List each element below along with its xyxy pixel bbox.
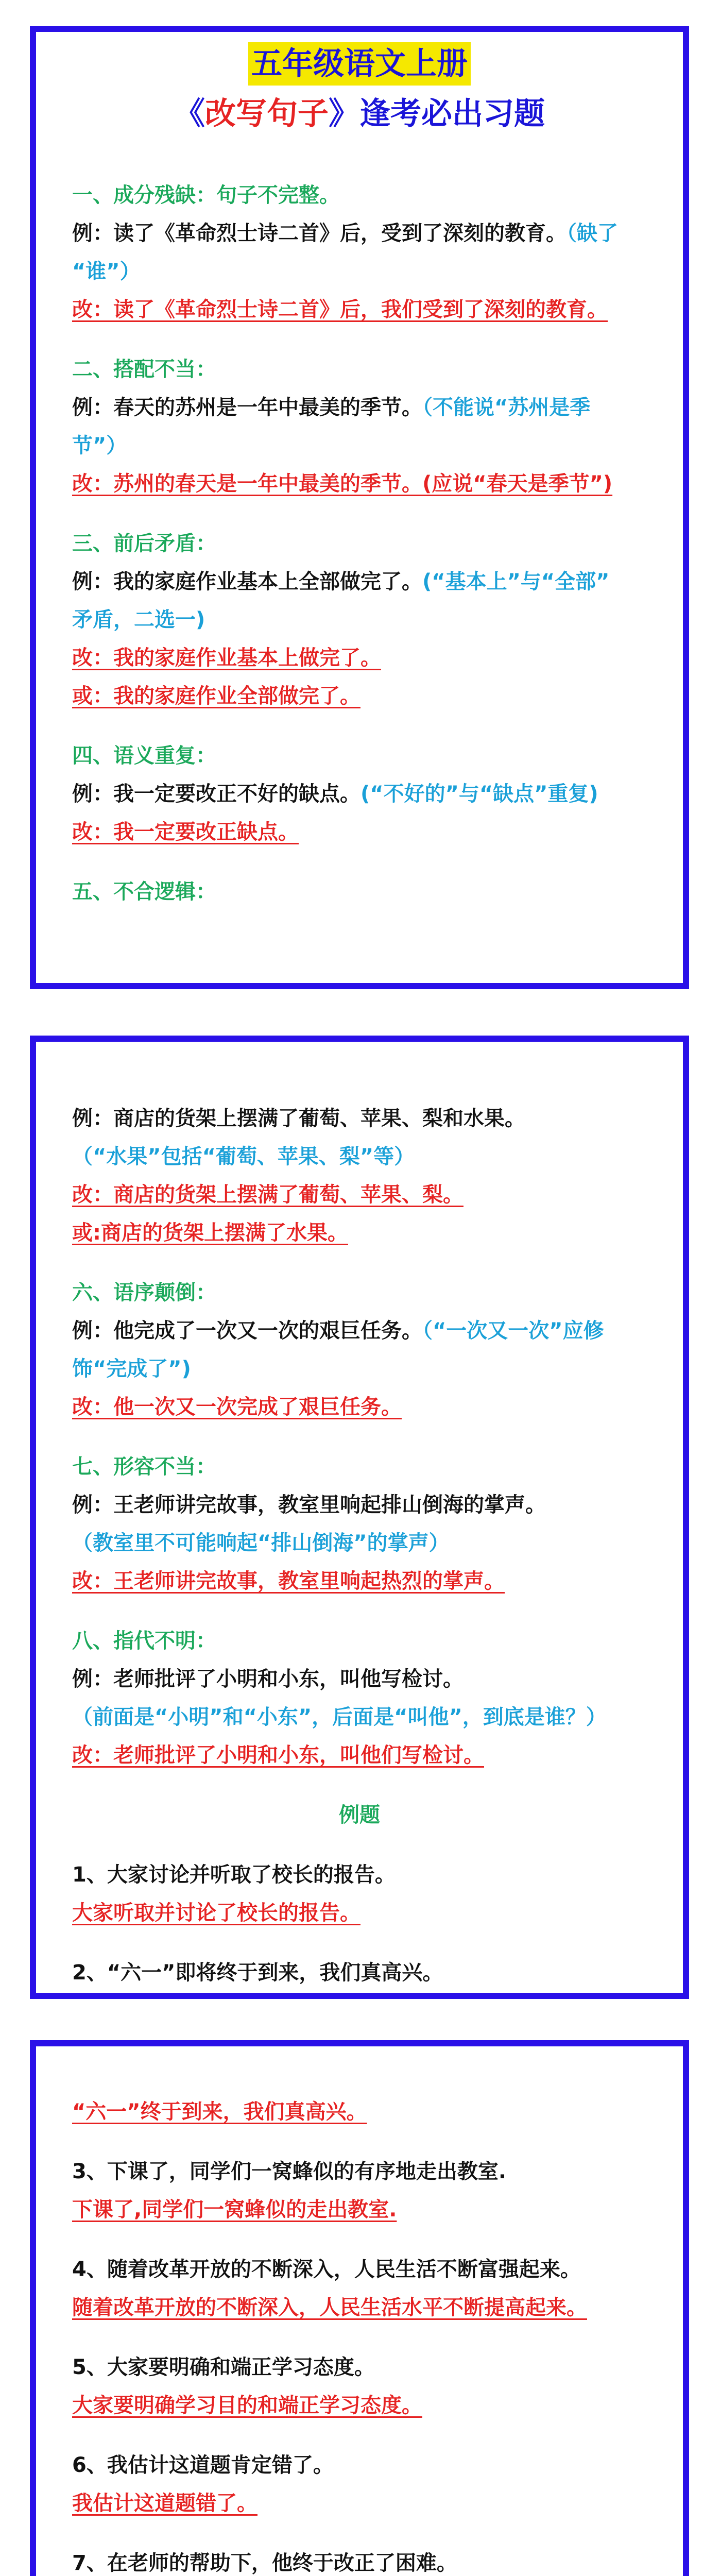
corrected-sentence: 改：我一定要改正缺点。 [72, 820, 299, 844]
examples-heading: 例题 [339, 1803, 380, 1827]
text-line [72, 639, 647, 677]
corrected-sentence: 改：读了《革命烈士诗二首》后，我们受到了深刻的教育。 [72, 298, 608, 321]
explanation-note: （“水果”包括“葡萄、苹果、梨”等） [72, 1145, 415, 1168]
spacer [72, 851, 647, 873]
spacer [72, 329, 647, 350]
explanation-note: 饰“完成了”) [72, 1357, 191, 1381]
example-sentence: 6、我估计这道题肯定错了。 [72, 2453, 334, 2477]
text-line [72, 291, 647, 329]
section-heading: 四、语义重复： [72, 744, 216, 768]
example-sentence: 例：春天的苏州是一年中最美的季节。 [72, 396, 422, 419]
corrected-sentence: 我估计这道题错了。 [72, 2492, 258, 2515]
text-line [72, 1214, 647, 1252]
explanation-note: （不能说“苏州是季 [422, 396, 591, 419]
panel-1 [30, 26, 689, 989]
text-line [72, 677, 647, 715]
example-sentence: 4、随着改革开放的不断深入，人民生活不断富强起来。 [72, 2258, 581, 2281]
text-line [72, 1312, 647, 1350]
corrected-sentence: “六一”终于到来，我们真高兴。 [72, 2100, 367, 2124]
text-line [72, 1562, 647, 1600]
explanation-note: （教室里不可能响起“排山倒海”的掌声） [72, 1531, 450, 1555]
explanation-note: 矛盾，二选一) [72, 608, 205, 632]
panel-3 [30, 2040, 689, 2576]
corrected-sentence: 下课了,同学们一窝蜂似的走出教室. [72, 2198, 397, 2222]
text-line [72, 1138, 647, 1176]
panel-2 [30, 1036, 689, 1999]
text-line [72, 2153, 647, 2191]
explanation-note: (“基本上”与“全部” [422, 570, 610, 594]
text-line [72, 775, 647, 813]
text-line [72, 1486, 647, 1524]
text-line [72, 1856, 647, 1894]
corrected-sentence: 大家要明确学习目的和端正学习态度。 [72, 2394, 422, 2417]
text-line [72, 2348, 647, 2386]
corrected-sentence: 改：王老师讲完故事，教室里响起热烈的掌声。 [72, 1569, 505, 1593]
corrected-sentence: 或:商店的货架上摆满了水果。 [72, 1221, 348, 1245]
example-sentence: 2、“六一”即将终于到来，我们真高兴。 [72, 1961, 443, 1985]
text-line [72, 465, 647, 503]
panel-2-body [72, 1099, 647, 1992]
spacer [72, 2327, 647, 2348]
text-line [72, 252, 647, 291]
example-sentence: 5、大家要明确和端正学习态度。 [72, 2355, 375, 2379]
example-sentence: 3、下课了，同学们一窝蜂似的有序地走出教室. [72, 2160, 507, 2183]
corrected-sentence: 或：我的家庭作业全部做完了。 [72, 684, 360, 708]
section-heading: 三、前后矛盾： [72, 532, 216, 555]
example-sentence: 例：商店的货架上摆满了葡萄、苹果、梨和水果。 [72, 1107, 525, 1130]
spacer [72, 503, 647, 524]
text-line [72, 388, 647, 427]
text-line [72, 1350, 647, 1388]
text-line [72, 214, 647, 252]
explanation-note: “谁”） [72, 260, 141, 283]
spacer [72, 2229, 647, 2250]
example-sentence: 1、大家讨论并听取了校长的报告。 [72, 1863, 396, 1887]
corrected-sentence: 改：他一次又一次完成了艰巨任务。 [72, 1395, 402, 1419]
text-line [72, 563, 647, 601]
text-line [72, 427, 647, 465]
page-subtitle: 《改写句子》逢考必出习题 [174, 96, 545, 132]
text-line [72, 813, 647, 851]
text-line [72, 1176, 647, 1214]
explanation-note: （“一次又一次”应修 [422, 1319, 604, 1343]
section-heading: 二、搭配不当： [72, 358, 216, 381]
text-line [72, 1954, 647, 1992]
example-sentence: 例：王老师讲完故事，教室里响起排山倒海的掌声。 [72, 1493, 546, 1517]
section-heading: 一、成分残缺：句子不完整。 [72, 183, 340, 207]
example-sentence: 例：我一定要改正不好的缺点。 [72, 782, 360, 806]
corrected-sentence: 改：我的家庭作业基本上做完了。 [72, 646, 381, 670]
text-line [72, 1698, 647, 1736]
panel-1-body [72, 176, 647, 911]
text-line [72, 1388, 647, 1426]
text-line [72, 2544, 647, 2576]
spacer [72, 1426, 647, 1448]
section-heading: 六、语序颠倒： [72, 1281, 216, 1304]
text-line [72, 1099, 647, 1138]
text-line [72, 2484, 647, 2522]
spacer [72, 1600, 647, 1622]
spacer [72, 1932, 647, 1954]
text-line [72, 2386, 647, 2425]
explanation-note: 节”） [72, 434, 127, 457]
subtitle-highlight: 改写句子 [205, 96, 329, 132]
example-sentence: 例：我的家庭作业基本上全部做完了。 [72, 570, 422, 594]
spacer [72, 2522, 647, 2544]
text-line [72, 2446, 647, 2484]
panel-3-body [72, 2093, 647, 2576]
spacer [72, 1834, 647, 1856]
corrected-sentence: 改：苏州的春天是一年中最美的季节。(应说“春天是季节”) [72, 472, 613, 496]
corrected-sentence: 大家听取并讨论了校长的报告。 [72, 1901, 360, 1925]
explanation-note: (“不好的”与“缺点”重复) [360, 782, 598, 806]
text-line [72, 1736, 647, 1774]
section-heading: 五、不合逻辑： [72, 880, 216, 904]
spacer [72, 1252, 647, 1274]
text-line [72, 2289, 647, 2327]
text-line [72, 2093, 647, 2131]
example-sentence: 例：他完成了一次又一次的艰巨任务。 [72, 1319, 422, 1343]
spacer [72, 1774, 647, 1796]
corrected-sentence: 随着改革开放的不断深入，人民生活水平不断提高起来。 [72, 2296, 587, 2319]
text-line [72, 1894, 647, 1932]
example-sentence: 例：老师批评了小明和小东，叫他写检讨。 [72, 1667, 464, 1691]
spacer [72, 2425, 647, 2446]
spacer [72, 715, 647, 737]
section-heading: 八、指代不明： [72, 1629, 216, 1653]
corrected-sentence: 改：老师批评了小明和小东，叫他们写检讨。 [72, 1743, 484, 1767]
spacer [72, 2131, 647, 2153]
explanation-note: （缺了 [566, 222, 618, 245]
text-line [72, 601, 647, 639]
explanation-note: （前面是“小明”和“小东”，后面是“叫他”，到底是谁？） [72, 1705, 607, 1729]
text-line [72, 2191, 647, 2229]
text-line [72, 1524, 647, 1562]
corrected-sentence: 改：商店的货架上摆满了葡萄、苹果、梨。 [72, 1183, 464, 1207]
text-line [72, 2250, 647, 2289]
example-sentence: 例：读了《革命烈士诗二首》后，受到了深刻的教育。 [72, 222, 566, 245]
section-heading: 七、形容不当： [72, 1455, 216, 1479]
page-title: 五年级语文上册 [248, 42, 471, 86]
example-sentence: 7、在老师的帮助下，他终于改正了困难。 [72, 2551, 457, 2575]
title-block [36, 32, 683, 142]
text-line [72, 1660, 647, 1698]
